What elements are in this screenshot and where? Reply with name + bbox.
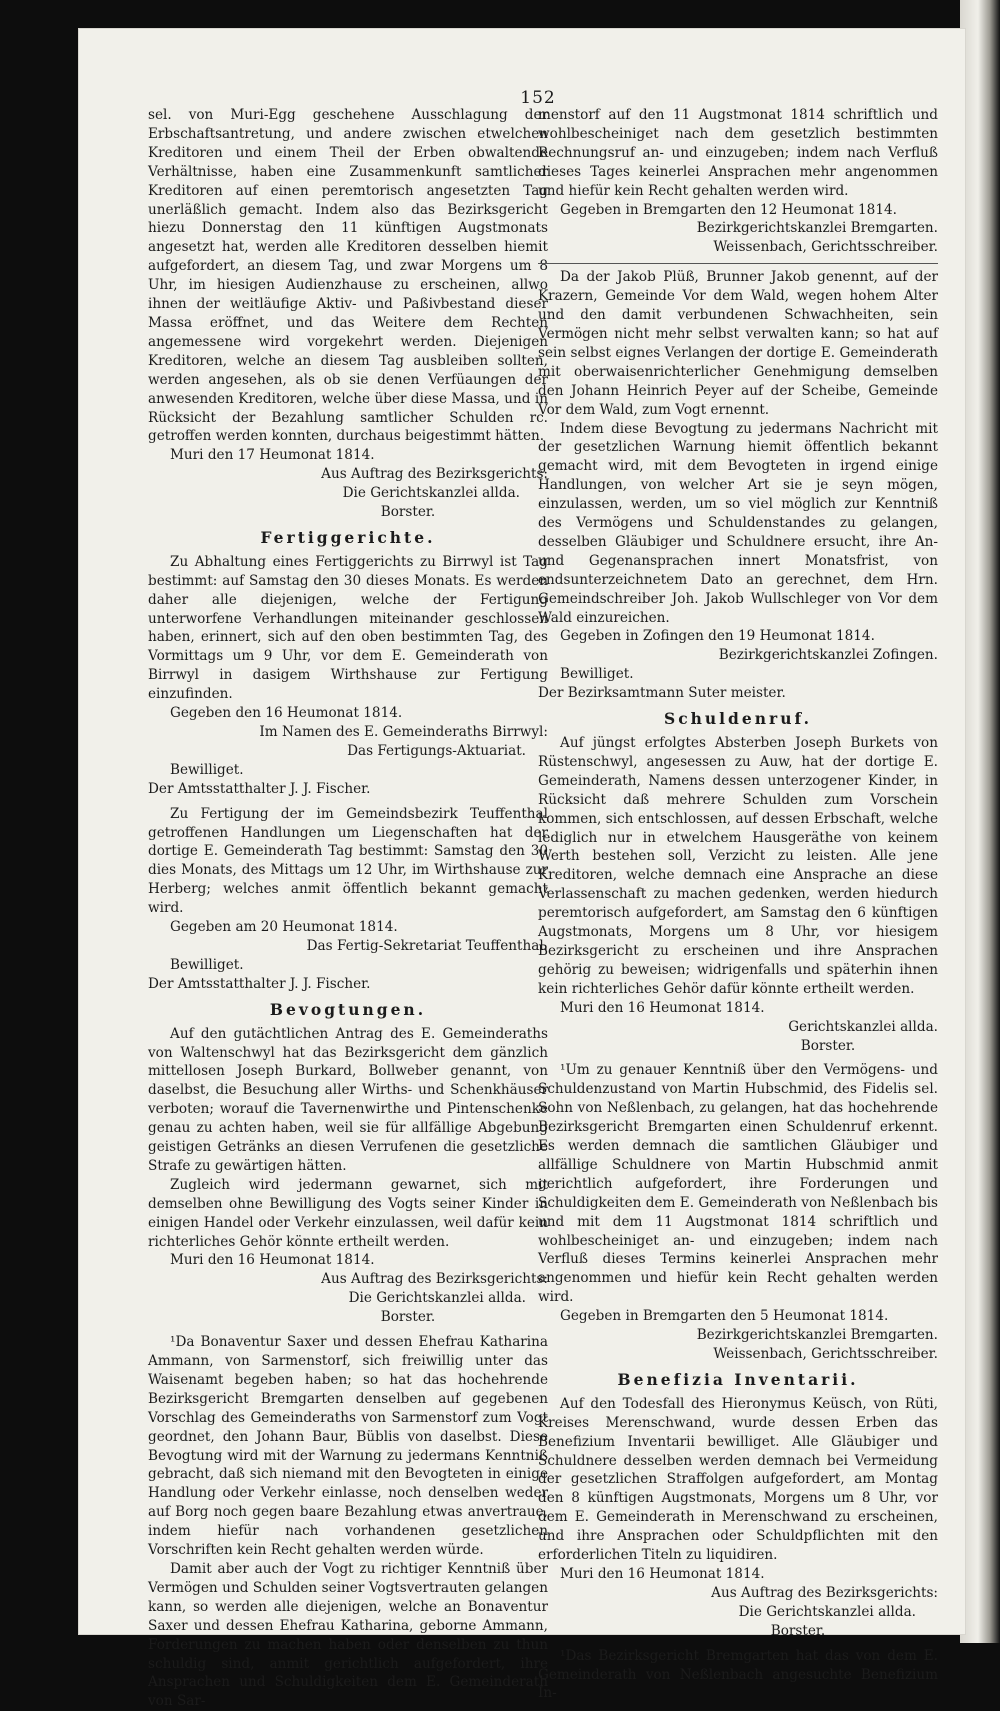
notice-signature: Die Gerichtskanzlei allda. xyxy=(342,485,520,502)
notice-signature: Bezirkgerichtskanzlei Bremgarten. xyxy=(696,220,938,237)
notice-signature: Borster. xyxy=(380,1309,436,1326)
notice-date: Gegeben in Zofingen den 19 Heumonat 1814. xyxy=(560,628,875,645)
notice-signature: Bezirkgerichtskanzlei Zofingen. xyxy=(718,647,938,664)
notice-keuesch: Auf den Todesfall des Hieronymus Keüsch, von Rüti, Kreises Merenschwand, wurde dessen Erben das Benefizium Inventarii bewilliget. Alle Gläubiger und Schuldnere desselben werden demnach bei Vermeidung der gesetzlichen Straffolgen aufgefordert, am Montag den 8 künftigen Augstmonats, Morgens um 8 Uhr, vor dem E. Gemeinderath in Merenschwand zu erscheinen, und ihre Ansprachen oder Schuldpflichten mit den erforderlichen Titeln zu liquidiren. xyxy=(538,1395,938,1564)
notice-warning: Zugleich wird jedermann gewarnet, sich mit demselben ohne Bewilligung des Vogts seiner Kinder in einigen Handel oder Verkehr einzulassen, weil dafür kein richterliches Gehör könnte ertheilt werden. xyxy=(148,1176,548,1250)
right-column xyxy=(538,106,938,1703)
notice-pluess-continued: Indem diese Bevogtung zu jedermans Nachricht mit der gesetzlichen Warnung hiemit öffentlich bekannt gemacht wird, mit dem Bevogteten in irgend einige Handlungen, von welcher Art sie je seyn mögen, einzulassen, werden, um so viel möglich zur Kenntniß des Vermögens und Schuldenstandes zu gelangen, desselben Gläubiger und Schuldnere ersucht, ihre An- und Gegenansprachen innert Monatsfrist, von endsunterzeichnetem Dato an gerechnet, dem Hrn. Gemeindschreiber Joh. Jakob Wullschleger von Vor dem Wald einzureichen. xyxy=(538,420,938,626)
notice-signature: Aus Auftrag des Bezirksgerichts: xyxy=(321,466,548,483)
notice-date: Muri den 17 Heumonat 1814. xyxy=(170,447,375,464)
page-number: 152 xyxy=(520,88,556,108)
notice-signature: Borster. xyxy=(800,1037,856,1054)
notice-signature: Bezirkgerichtskanzlei Bremgarten. xyxy=(696,1327,938,1344)
notice-signature: Gerichtskanzlei allda. xyxy=(788,1018,938,1035)
notice-signature: Borster. xyxy=(770,1622,826,1639)
section-heading-benefizia: Benefizia Inventarii. xyxy=(617,1369,859,1389)
notice-date: Muri den 16 Heumonat 1814. xyxy=(560,999,765,1016)
notice-signature: Weissenbach, Gerichtsschreiber. xyxy=(713,239,938,256)
notice-signature: Im Namen des E. Gemeinderaths Birrwyl: xyxy=(259,724,548,740)
notice-signature: Das Fertig-Sekretariat Teuffenthal. xyxy=(306,937,548,954)
notice-saxer: ¹Da Bonaventur Saxer und dessen Ehefrau Katharina Ammann, von Sarmenstorf, sich freiwillig unter das Waisenamt begeben haben; so hat das hochehrende Bezirksgericht Bremgarten denselben auf gegebenen Vorschlag des Gemeinderaths von Sarmenstorf zum Vogt geordnet, den Johann Baur, Büblis von daselbst. Diese Bevogtung wird mit der Warnung zu jedermans Kenntniß gebracht, daß sich niemand mit den Bevogteten in einige Handlung oder Verkehr einlasse, noch denselben weder auf Borg noch gegen baare Bezahlung etwas anvertraue, indem hiefür nach vorhandenen gesetzlichen Vorschriften kein Recht gehalten werden würde. xyxy=(148,1334,548,1559)
notice-burket: Auf jüngst erfolgtes Absterben Joseph Burkets von Rüstenschwyl, angesessen zu Auw, hat der dortige E. Gemeinderath, Namens dessen unterzogener Kinder, in Rücksicht daß mehrere Schulden zum Vorschein kommen, sich entschlossen, auf dessen Erbschaft, welche lediglich nur in etwelchem Hausgeräthe von keinem Werth bestehen soll, Verzicht zu leisten. Alle jene Kreditoren, welche demnach eine Ansprache an diese Verlassenschaft zu machen gedenken, werden hiedurch peremtorisch aufgefordert, am Samstag den 6 künftigen Augstmonats, Morgens um 8 Uhr, vor hiesigem Bezirksgericht zu erscheinen und ihre Ansprachen gehörig zu beweisen; widrigenfalls und späterhin ihnen kein richterliches Gehör dafür könnte ertheilt werden. xyxy=(538,735,938,997)
notice-signature: Das Fertigungs-Aktuariat. xyxy=(347,742,526,759)
notice-signature: Weissenbach, Gerichtsschreiber. xyxy=(713,1346,938,1362)
notice-signature: Die Gerichtskanzlei allda. xyxy=(738,1603,916,1620)
notice-approval: Bewilliget. xyxy=(170,956,244,973)
notice-teuffenthal: Zu Fertigung der im Gemeindsbezirk Teuffenthal getroffenen Handlungen um Liegenschaften hat der dortige E. Gemeinderath Tag bestimmt: Samstag den 30 dies Monats, des Mittags um 12 Uhr, im Wirthshause zur Herberg; welches anmit öffentlich bekannt gemacht wird. xyxy=(148,805,548,917)
notice-date: Muri den 16 Heumonat 1814. xyxy=(560,1565,765,1582)
notice-waltenschwyl: Auf den gutächtlichen Antrag des E. Gemeinderaths von Waltenschwyl hat das Bezirksgericht dem gänzlich mittellosen Joseph Burkard, Bollweber genannt, von daselbst, die Besuchung aller Wirths- und Schenkhäuser verboten; worauf die Tavernenwirthe und Pintenschenke genau zu achten haben, weil sie für allfällige Abgebung geistigen Getränks an diesen Verrufenen die gesetzliche Strafe zu gewärtigen hätten. xyxy=(148,1025,548,1174)
notice-signature: Die Gerichtskanzlei allda. xyxy=(348,1290,526,1307)
section-heading-bevogtungen: Bevogtungen. xyxy=(269,999,427,1019)
section-heading-fertiggerichte: Fertiggerichte. xyxy=(260,527,436,547)
notice-statthalter: Der Amtsstatthalter J. J. Fischer. xyxy=(148,975,371,992)
notice-date: Gegeben in Bremgarten den 5 Heumonat 1814. xyxy=(560,1308,889,1325)
notice-date: Muri den 16 Heumonat 1814. xyxy=(170,1252,375,1269)
notice-signature: Borster. xyxy=(380,504,436,521)
notice-pluess: Da der Jakob Plüß, Brunner Jakob genennt, auf der Krazern, Gemeinde Vor dem Wald, wegen hohem Alter und den damit verbundenen Schwachheiten, sein Vermögen nicht mehr selbst verwalten kann; so hat auf sein selbst eignes Verlangen der dortige E. Gemeinderath mit oberwaisenrichterlicher Genehmigung demselben den Johann Heinrich Peyer auf der Scheibe, Gemeinde Vor dem Wald, zum Vogt ernennt. xyxy=(538,269,938,418)
notice-hubschmid: ¹Um zu genauer Kenntniß über den Vermögens- und Schuldenzustand von Martin Hubschmid, des Fidelis sel. Sohn von Neßlenbach, zu gelangen, hat das hochehrende Bezirksgericht Bremgarten einen Schuldenruf erkennt. Es werden demnach die samtlichen Gläubiger und allfällige Schuldnere von Martin Hubschmid anmit gerichtlich aufgefordert, ihre Forderungen und Schuldigkeiten dem E. Gemeinderath von Neßlenbach bis und mit dem 11 Augstmonat 1814 schriftlich und wohlbescheiniget an- und einzugeben; indem nach Verfluß dieses Termins keinerlei Ansprachen mehr angenommen und hiefür kein Recht gehalten werden wird. xyxy=(538,1062,938,1306)
notice-date: Gegeben den 16 Heumonat 1814. xyxy=(170,705,403,722)
notice-saxer-continued: Damit aber auch der Vogt zu richtiger Kenntniß über Vermögen und Schulden seiner Vogtsvertrauten gelangen kann, so werden alle diejenigen, welche an Bonaventur Saxer und dessen Ehefrau Katharina, geborne Ammann, Forderungen zu machen haben oder denselben zu thun schuldig sind, anmit gerichtlich aufgefordert, ihre Ansprachen und Schuldigkeiten dem E. Gemeinderath von Sar- xyxy=(148,1560,548,1710)
notice-approval: Bewilliget. xyxy=(560,666,634,683)
notice-birrwyl: Zu Abhaltung eines Fertiggerichts zu Birrwyl ist Tag bestimmt: auf Samstag den 30 dieses Monats. Es werden daher alle diejenigen, welche der Fertigung unterworfene Verhandlungen miteinander geschlossen haben, erinnert, sich auf den oben bestimmten Tag, des Vormittags um 9 Uhr, vor dem E. Gemeinderath von Birrwyl in dasigem Wirthshause zur Fertigung einzufinden. xyxy=(148,553,548,703)
section-heading-schuldenruf: Schuldenruf. xyxy=(664,709,812,729)
divider xyxy=(538,263,938,264)
notice-sarmenstorf-continued: menstorf auf den 11 Augstmonat 1814 schriftlich und wohlbescheiniget nach dem gesetzlich bestimmten Rechnungsruf an- und einzugeben; indem nach Verfluß dieses Tages keinerlei Ansprachen mehr angenommen und hiefür kein Recht gehalten werden wird. xyxy=(538,107,938,199)
notice-signature: Aus Auftrag des Bezirksgerichts: xyxy=(321,1271,548,1288)
notice-approval: Bewilliget. xyxy=(170,761,244,778)
notice-date: Gegeben am 20 Heumonat 1814. xyxy=(170,919,398,936)
notice-date: Gegeben in Bremgarten den 12 Heumonat 1814. xyxy=(560,201,897,218)
notice-amtmann: Der Bezirksamtmann Suter meister. xyxy=(538,685,786,702)
notice-nesslenbach: ¹Das Bezirksgericht Bremgarten hat das von dem E. Gemeinderath von Neßlenbach angesuchte Benefizium In- xyxy=(538,1647,938,1702)
left-column xyxy=(148,106,548,1711)
notice-muri-egg: sel. von Muri-Egg geschehene Ausschlagung der Erbschaftsantretung, und andere zwischen etwelchen Kreditoren und einem Theil der Erben obwaltende Verhältnisse, haben eine Zusammenkunft samtlicher Kreditoren auf einen peremtorisch angesetzten Tag unerläßlich gemacht. Indem also das Bezirksgericht hiezu Donnerstag den 11 künftigen Augstmonats angesetzt hat, werden alle Kreditoren desselben hiemit aufgefordert, an diesem Tag, und zwar Morgens um 8 Uhr, im hiesigen Audienzhause zu erscheinen, allwo ihnen der weitläufige Aktiv- und Paßivbestand dieser Massa eröffnet, und das Weitere dem Rechten angemessene wird vorgekehrt werden. Diejenigen Kreditoren, welche an diesem Tag ausbleiben sollten, werden angesehen, als ob sie denen Verfüaungen der anwesenden Kreditoren, welche über diese Massa, und in Rücksicht der Bezahlung samtlicher Schulden rc. getroffen werden konnten, durchaus beigestimmt hätten. xyxy=(148,107,548,445)
page-edge xyxy=(960,0,1000,1643)
notice-statthalter: Der Amtsstatthalter J. J. Fischer. xyxy=(148,780,371,797)
newspaper-page xyxy=(78,28,966,1710)
notice-signature: Aus Auftrag des Bezirksgerichts: xyxy=(711,1584,938,1601)
